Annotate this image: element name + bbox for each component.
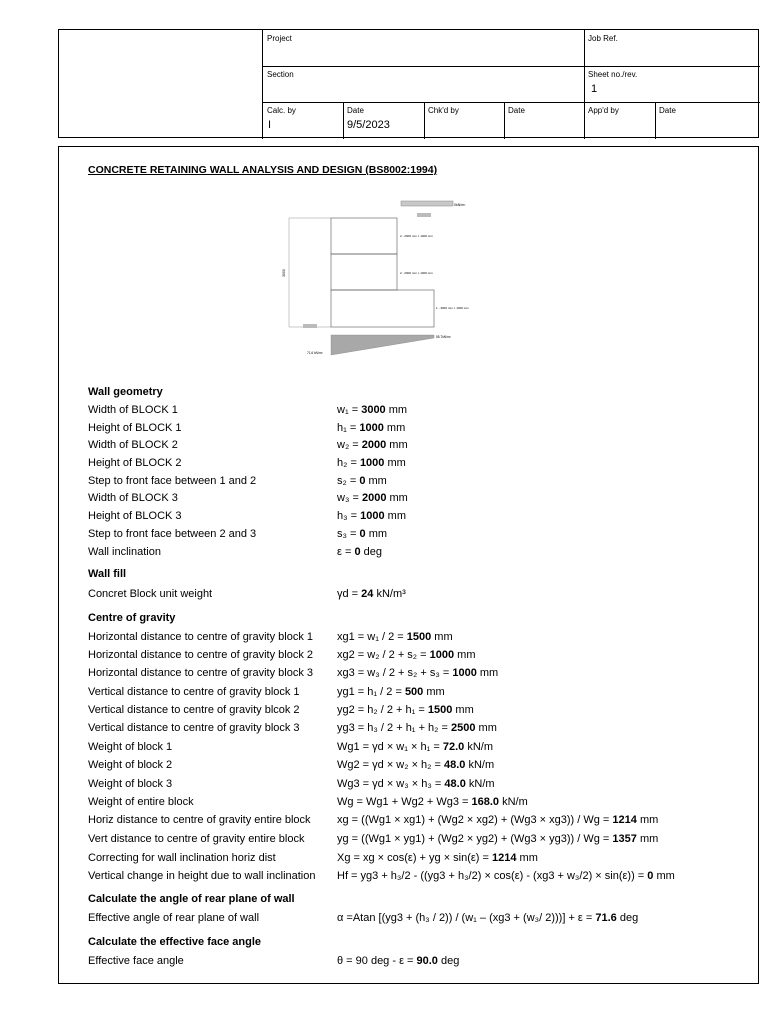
block-2-dim-label: 2 - 2000 mm × 1000 mm <box>400 271 433 275</box>
row-formula: θ = 90 deg - ε = 90.0 deg <box>337 955 460 967</box>
row-label: Vertical distance to centre of gravity block 1 <box>88 686 300 698</box>
date-value: 9/5/2023 <box>347 119 390 131</box>
height-dim-label: 3000 <box>282 269 286 277</box>
calcby-label: Calc. by <box>267 106 296 115</box>
appd-label: App'd by <box>588 106 619 115</box>
row-label: Vert distance to centre of gravity entire block <box>88 833 305 845</box>
right-pressure-label: 55.7kN/m² <box>436 335 451 339</box>
row-formula: s₃ = 0 mm <box>337 528 388 540</box>
row-formula: h₃ = 1000 mm <box>337 510 407 522</box>
row-label: Vertical change in height due to wall inclination <box>88 870 316 882</box>
row-label: Step to front face between 1 and 2 <box>88 475 257 487</box>
top-load-label: 0kN/m² <box>454 203 466 207</box>
row-label: Height of BLOCK 2 <box>88 457 182 469</box>
row-label: Horizontal distance to centre of gravity block 2 <box>88 649 314 661</box>
project-label: Project <box>267 34 292 43</box>
row-formula: w₂ = 2000 mm <box>337 439 408 451</box>
row-formula: Wg3 = γd × w₃ × h₃ = 48.0 kN/m <box>337 778 495 790</box>
row-label: Horizontal distance to centre of gravity block 3 <box>88 667 314 679</box>
row-formula: w₁ = 3000 mm <box>337 404 408 416</box>
row-label: Weight of block 2 <box>88 759 173 771</box>
date3-label: Date <box>659 106 676 115</box>
row-formula: xg3 = w₃ / 2 + s₂ + s₃ = 1000 mm <box>337 667 499 679</box>
block-3-outline <box>331 290 434 327</box>
row-label: Width of BLOCK 1 <box>88 404 178 416</box>
left-pressure-label: 71.6 kN/m² <box>307 351 323 355</box>
row-formula: xg2 = w₂ / 2 + s₂ = 1000 mm <box>337 649 476 661</box>
row-formula: xg1 = w₁ / 2 = 1500 mm <box>337 631 453 643</box>
row-label: Vertical distance to centre of gravity blcok 2 <box>88 704 300 716</box>
row-formula: Hf = yg3 + h₃/2 - ((yg3 + h₃/2) × cos(ε) - (xg3 + w₃/2) × sin(ε)) = 0 mm <box>337 870 675 882</box>
row-label: Weight of block 3 <box>88 778 173 790</box>
sheet-value: 1 <box>591 83 598 95</box>
row-formula: γd = 24 kN/m³ <box>337 588 406 600</box>
row-label: Height of BLOCK 1 <box>88 422 182 434</box>
row-formula: yg1 = h₁ / 2 = 500 mm <box>337 686 445 698</box>
row-label: Wall inclination <box>88 546 161 558</box>
date-label: Date <box>347 106 364 115</box>
chkd-label: Chk'd by <box>428 106 459 115</box>
calc-sheet <box>58 146 759 984</box>
block-2-outline <box>331 218 397 254</box>
section-wall-fill: Wall fill <box>88 568 127 580</box>
calcby-value: I <box>268 119 272 131</box>
row-formula: Wg2 = γd × w₂ × h₂ = 48.0 kN/m <box>337 759 495 771</box>
row-label: Step to front face between 2 and 3 <box>88 528 257 540</box>
row-formula: w₃ = 2000 mm <box>337 492 408 504</box>
section-rear-plane: Calculate the angle of rear plane of wall <box>88 893 295 905</box>
date2-label: Date <box>508 106 525 115</box>
row-label: Horizontal distance to centre of gravity block 1 <box>88 631 314 643</box>
page-title: CONCRETE RETAINING WALL ANALYSIS AND DESIGN (BS8002:1994) <box>88 164 438 176</box>
row-formula: Xg = xg × cos(ε) + yg × sin(ε) = 1214 mm <box>337 852 538 864</box>
section-centre-of-gravity: Centre of gravity <box>88 612 176 624</box>
row-formula: Wg1 = γd × w₁ × h₁ = 72.0 kN/m <box>337 741 494 753</box>
row-label: Weight of block 1 <box>88 741 173 753</box>
row-formula: h₁ = 1000 mm <box>337 422 406 434</box>
pressure-diagram <box>331 335 434 355</box>
section-wall-geometry: Wall geometry <box>88 386 163 398</box>
row-label: Correcting for wall inclination horiz dist <box>88 852 276 864</box>
row-formula: xg = ((Wg1 × xg1) + (Wg2 × xg2) + (Wg3 × xg3)) / Wg = 1214 mm <box>337 814 659 826</box>
wall-diagram <box>279 199 519 369</box>
sheet-label: Sheet no./rev. <box>588 70 638 79</box>
block-1-outline <box>331 254 397 290</box>
block-1-dim-label: 2 - 2000 mm × 1000 mm <box>400 234 433 238</box>
row-label: Height of BLOCK 3 <box>88 510 182 522</box>
row-formula: α =Atan [(yg3 + (h₃ / 2)) / (w₁ – (xg3 + (w₃/ 2)))] + ε = 71.6 deg <box>337 912 639 924</box>
section-label: Section <box>267 70 294 79</box>
header-table <box>58 29 759 138</box>
row-label: Width of BLOCK 3 <box>88 492 178 504</box>
row-label: Width of BLOCK 2 <box>88 439 178 451</box>
row-label: Concret Block unit weight <box>88 588 213 600</box>
jobref-label: Job Ref. <box>588 34 618 43</box>
row-formula: Wg = Wg1 + Wg2 + Wg3 = 168.0 kN/m <box>337 796 528 808</box>
row-formula: h₂ = 1000 mm <box>337 457 406 469</box>
block-3-dim-label: 1 - 3000 mm × 1000 mm <box>436 306 469 310</box>
row-label: Effective angle of rear plane of wall <box>88 912 260 924</box>
row-formula: s₂ = 0 mm <box>337 475 387 487</box>
row-label: Effective face angle <box>88 955 184 967</box>
row-formula: ε = 0 deg <box>337 546 382 558</box>
row-label: Weight of entire block <box>88 796 194 808</box>
section-face-angle: Calculate the effective face angle <box>88 936 262 948</box>
row-label: Horiz distance to centre of gravity entire block <box>88 814 311 826</box>
row-formula: yg = ((Wg1 × yg1) + (Wg2 × yg2) + (Wg3 × yg3)) / Wg = 1357 mm <box>337 833 659 845</box>
row-label: Vertical distance to centre of gravity block 3 <box>88 722 300 734</box>
row-formula: yg3 = h₃ / 2 + h₁ + h₂ = 2500 mm <box>337 722 497 734</box>
row-formula: yg2 = h₂ / 2 + h₁ = 1500 mm <box>337 704 474 716</box>
